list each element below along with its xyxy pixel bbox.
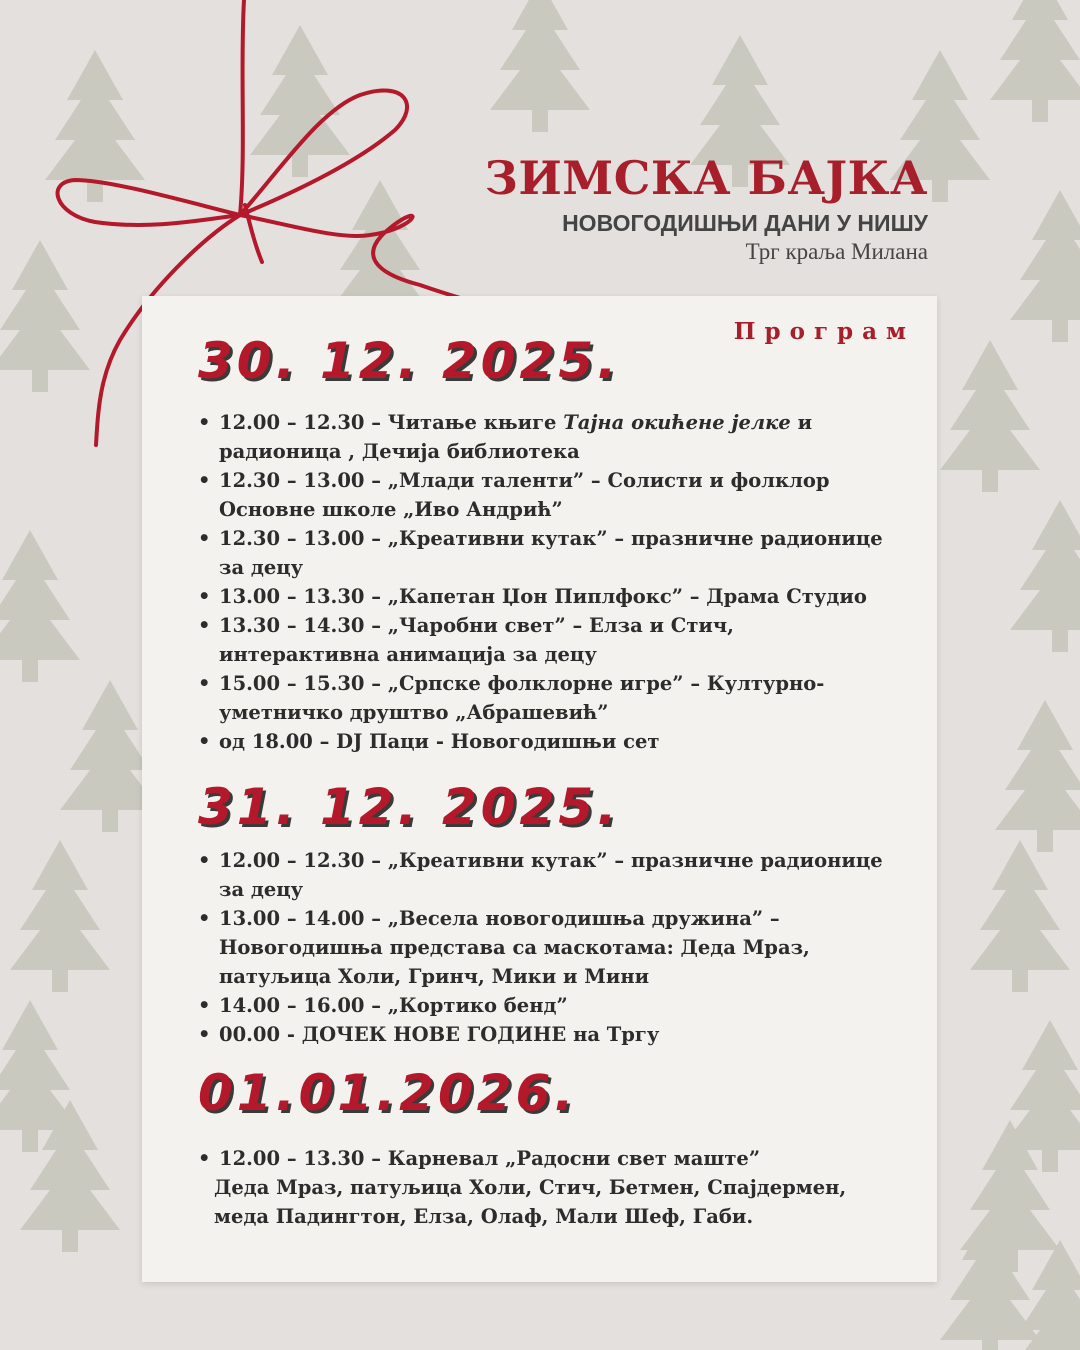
header [485,150,928,266]
tree-icon [1010,500,1080,652]
tree-icon [1010,190,1080,342]
list-item: • 12.00 – 12.30 – „Креативни кутак” – празничне радионице за децу [198,846,898,904]
day-date: 01.01.2026. [198,1064,578,1122]
list-item: • од 18.00 – DJ Паци - Новогодишњи сет [198,727,898,756]
event-title: ЗИМСКА БАЈКА [484,151,928,205]
list-item: • 13.00 – 14.00 – „Весела новогодишња дружина” – Новогодишња представа са маскотама: Деда Мраз, патуљица Холи, Гринч, Мики и Мини [198,904,898,991]
event-location: Трг краља Милана [745,239,928,264]
list-item: • 13.30 – 14.30 – „Чаробни свет” – Елза и Стич, интерактивна анимација за децу [198,611,898,669]
day-schedule [198,1144,898,1231]
list-item: • 14.00 – 16.00 – „Кортико бенд” [198,991,898,1020]
list-item: • 13.00 – 13.30 – „Капетан Џон Пиплфокс” – Драма Студио [198,582,898,611]
day-schedule [198,846,898,1049]
tree-icon [970,840,1070,992]
list-item: • 12.30 – 13.00 – „Млади таленти” – Солисти и фолклор Основне школе „Иво Андрић” [198,466,898,524]
event-subtitle: НОВОГОДИШЊИ ДАНИ У НИШУ [562,210,928,236]
program-sheet [142,296,937,1282]
list-item: • 12.30 – 13.00 – „Креативни кутак” – празничне радионице за децу [198,524,898,582]
day-schedule [198,408,898,756]
character-list-line: Деда Мраз, патуљица Холи, Стич, Бетмен, Спајдермен, [214,1176,847,1199]
list-item: • 15.00 – 15.30 – „Српске фолклорне игре” – Културно-уметничко друштво „Абрашевић” [198,669,898,727]
tree-icon [940,340,1040,492]
list-item: • 12.00 – 13.30 – Карневал „Радосни свет маште” Деда Мраз, патуљица Холи, Стич, Бетмен, Спајдермен, меда Падингтон, Елза, Олаф, Мали Шеф, Габи. [198,1144,898,1231]
day-date: 31. 12. 2025. [198,778,621,836]
day-date: 30. 12. 2025. [198,332,621,390]
tree-icon [990,0,1080,122]
tree-icon [10,840,110,992]
list-item: • 00.00 - ДОЧЕК НОВЕ ГОДИНЕ на Тргу [198,1020,898,1049]
tree-icon [0,530,80,682]
character-list-line: меда Падингтон, Елза, Олаф, Мали Шеф, Габи. [214,1205,754,1228]
list-item: • 12.00 – 12.30 – Читање књиге Тајна окићене јелке и радионица , Дечија библиотека [198,408,898,466]
program-label: Програм [733,318,915,345]
tree-icon [995,700,1080,852]
